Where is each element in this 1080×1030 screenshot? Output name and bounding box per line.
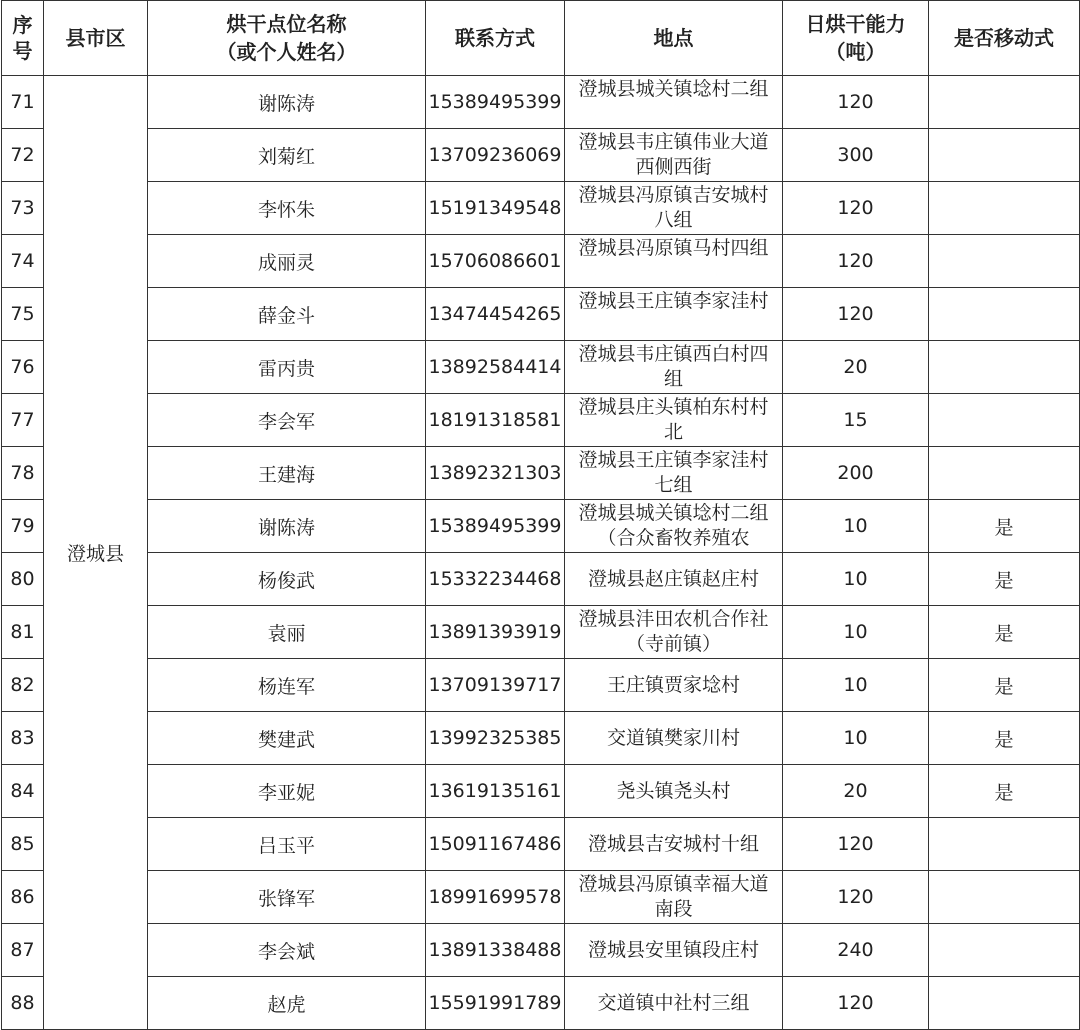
cell-mobile: 是 xyxy=(929,500,1080,553)
cell-location xyxy=(565,765,783,818)
location-text: 澄城县赵庄镇赵庄村 xyxy=(587,567,759,590)
cell-mobile xyxy=(929,924,1080,977)
cell-location xyxy=(565,182,783,235)
cell-mobile xyxy=(929,129,1080,182)
cell-location xyxy=(565,394,783,447)
cell-mobile: 是 xyxy=(929,553,1080,606)
header-phone: 联系方式 xyxy=(426,1,565,76)
header-row xyxy=(2,1,1080,76)
table-row xyxy=(2,871,1080,924)
cell-phone: 15389495399 xyxy=(426,76,565,129)
cell-phone: 13892584414 xyxy=(426,341,565,394)
table-row xyxy=(2,977,1080,1030)
cell-seq: 87 xyxy=(2,924,44,977)
header-name-line2: （或个人姓名） xyxy=(216,40,357,64)
cell-mobile xyxy=(929,76,1080,129)
location-text: 澄城县安里镇段庄村 xyxy=(587,938,759,961)
cell-mobile xyxy=(929,235,1080,288)
header-county: 县市区 xyxy=(44,1,148,76)
location-text: 澄城县冯原镇幸福大道南段 xyxy=(578,873,769,920)
location-text: 澄城县城关镇埝村二组 xyxy=(578,78,769,100)
table-body xyxy=(2,76,1080,1030)
table-row xyxy=(2,500,1080,553)
cell-seq: 84 xyxy=(2,765,44,818)
location-text: 澄城县王庄镇李家洼村七组 xyxy=(578,449,769,496)
cell-name: 杨俊武 xyxy=(148,553,426,606)
cell-seq: 86 xyxy=(2,871,44,924)
cell-location xyxy=(565,288,783,341)
cell-mobile: 是 xyxy=(929,712,1080,765)
cell-mobile xyxy=(929,447,1080,500)
cell-phone: 15332234468 xyxy=(426,553,565,606)
header-capacity-line1: 日烘干能力 xyxy=(805,12,906,36)
location-text: 澄城县冯原镇吉安城村八组 xyxy=(578,184,769,231)
cell-name: 刘菊红 xyxy=(148,129,426,182)
cell-capacity: 200 xyxy=(783,447,929,500)
location-text: 交道镇樊家川村 xyxy=(606,726,740,749)
cell-seq: 75 xyxy=(2,288,44,341)
cell-name: 成丽灵 xyxy=(148,235,426,288)
cell-capacity: 120 xyxy=(783,235,929,288)
cell-capacity: 20 xyxy=(783,341,929,394)
cell-seq: 79 xyxy=(2,500,44,553)
location-text: 澄城县庄头镇柏东村村北 xyxy=(578,396,769,443)
cell-capacity: 20 xyxy=(783,765,929,818)
cell-phone: 15191349548 xyxy=(426,182,565,235)
cell-name: 吕玉平 xyxy=(148,818,426,871)
table-row xyxy=(2,712,1080,765)
table-row xyxy=(2,129,1080,182)
cell-name: 张锋军 xyxy=(148,871,426,924)
location-text: 交道镇中社村三组 xyxy=(597,991,750,1014)
drying-sites-table xyxy=(1,0,1080,1030)
cell-phone: 13892321303 xyxy=(426,447,565,500)
cell-phone: 13474454265 xyxy=(426,288,565,341)
cell-phone: 13891338488 xyxy=(426,924,565,977)
cell-county: 澄城县 xyxy=(44,76,148,1030)
table-row xyxy=(2,924,1080,977)
header-name-line1: 烘干点位名称 xyxy=(226,12,347,36)
cell-seq: 88 xyxy=(2,977,44,1030)
location-text: 澄城县城关镇埝村二组（合众畜牧养殖农 xyxy=(578,502,769,549)
location-text: 王庄镇贾家埝村 xyxy=(606,673,740,696)
cell-capacity: 10 xyxy=(783,553,929,606)
location-text: 澄城县韦庄镇西白村四组 xyxy=(578,343,769,390)
cell-name: 李会军 xyxy=(148,394,426,447)
table-row xyxy=(2,288,1080,341)
cell-location xyxy=(565,924,783,977)
cell-name: 王建海 xyxy=(148,447,426,500)
cell-location xyxy=(565,712,783,765)
cell-location xyxy=(565,871,783,924)
cell-mobile: 是 xyxy=(929,659,1080,712)
cell-seq: 76 xyxy=(2,341,44,394)
cell-name: 赵虎 xyxy=(148,977,426,1030)
table-row xyxy=(2,447,1080,500)
cell-seq: 71 xyxy=(2,76,44,129)
cell-location xyxy=(565,659,783,712)
cell-phone: 13891393919 xyxy=(426,606,565,659)
header-mobile: 是否移动式 xyxy=(929,1,1080,76)
cell-phone: 15706086601 xyxy=(426,235,565,288)
cell-seq: 78 xyxy=(2,447,44,500)
location-text: 澄城县冯原镇马村四组 xyxy=(578,237,769,259)
cell-name: 雷丙贵 xyxy=(148,341,426,394)
cell-seq: 81 xyxy=(2,606,44,659)
cell-name: 袁丽 xyxy=(148,606,426,659)
location-text: 尧头镇尧头村 xyxy=(616,779,731,802)
cell-location xyxy=(565,977,783,1030)
cell-phone: 18991699578 xyxy=(426,871,565,924)
cell-location xyxy=(565,129,783,182)
location-text: 澄城县韦庄镇伟业大道西侧西街 xyxy=(578,131,769,178)
cell-mobile xyxy=(929,818,1080,871)
cell-phone: 18191318581 xyxy=(426,394,565,447)
cell-name: 李会斌 xyxy=(148,924,426,977)
cell-capacity: 120 xyxy=(783,977,929,1030)
cell-name: 薛金斗 xyxy=(148,288,426,341)
cell-name: 杨连军 xyxy=(148,659,426,712)
header-capacity xyxy=(783,1,929,76)
cell-name: 樊建武 xyxy=(148,712,426,765)
cell-mobile: 是 xyxy=(929,765,1080,818)
location-text: 澄城县沣田农机合作社（寺前镇） xyxy=(578,608,769,655)
location-text: 澄城县吉安城村十组 xyxy=(587,832,759,855)
table-row xyxy=(2,818,1080,871)
cell-seq: 80 xyxy=(2,553,44,606)
table-row xyxy=(2,765,1080,818)
cell-location xyxy=(565,341,783,394)
cell-phone: 13709139717 xyxy=(426,659,565,712)
cell-phone: 13992325385 xyxy=(426,712,565,765)
table-row xyxy=(2,235,1080,288)
cell-location xyxy=(565,606,783,659)
cell-location xyxy=(565,447,783,500)
cell-mobile xyxy=(929,977,1080,1030)
cell-seq: 73 xyxy=(2,182,44,235)
cell-capacity: 120 xyxy=(783,871,929,924)
table-row xyxy=(2,606,1080,659)
cell-capacity: 15 xyxy=(783,394,929,447)
table-row xyxy=(2,659,1080,712)
cell-mobile xyxy=(929,288,1080,341)
cell-location xyxy=(565,76,783,129)
cell-mobile xyxy=(929,341,1080,394)
cell-seq: 77 xyxy=(2,394,44,447)
cell-name: 李亚妮 xyxy=(148,765,426,818)
cell-phone: 15389495399 xyxy=(426,500,565,553)
cell-capacity: 120 xyxy=(783,288,929,341)
cell-capacity: 10 xyxy=(783,659,929,712)
header-location: 地点 xyxy=(565,1,783,76)
location-text: 澄城县王庄镇李家洼村 xyxy=(578,290,769,312)
cell-capacity: 120 xyxy=(783,182,929,235)
cell-seq: 82 xyxy=(2,659,44,712)
cell-capacity: 10 xyxy=(783,500,929,553)
cell-mobile: 是 xyxy=(929,606,1080,659)
table-row xyxy=(2,341,1080,394)
cell-capacity: 10 xyxy=(783,606,929,659)
cell-seq: 74 xyxy=(2,235,44,288)
cell-seq: 83 xyxy=(2,712,44,765)
cell-name: 谢陈涛 xyxy=(148,500,426,553)
header-name xyxy=(148,1,426,76)
cell-location xyxy=(565,553,783,606)
cell-seq: 85 xyxy=(2,818,44,871)
cell-name: 谢陈涛 xyxy=(148,76,426,129)
cell-seq: 72 xyxy=(2,129,44,182)
cell-capacity: 120 xyxy=(783,818,929,871)
header-capacity-line2: （吨） xyxy=(825,40,886,64)
cell-capacity: 120 xyxy=(783,76,929,129)
cell-phone: 15591991789 xyxy=(426,977,565,1030)
cell-phone: 15091167486 xyxy=(426,818,565,871)
cell-phone: 13619135161 xyxy=(426,765,565,818)
cell-location xyxy=(565,235,783,288)
table-row xyxy=(2,553,1080,606)
cell-mobile xyxy=(929,871,1080,924)
header-seq: 序号 xyxy=(2,1,44,76)
cell-name: 李怀朱 xyxy=(148,182,426,235)
table-row xyxy=(2,182,1080,235)
cell-phone: 13709236069 xyxy=(426,129,565,182)
table-row xyxy=(2,76,1080,129)
cell-location xyxy=(565,818,783,871)
cell-capacity: 10 xyxy=(783,712,929,765)
cell-mobile xyxy=(929,182,1080,235)
cell-capacity: 300 xyxy=(783,129,929,182)
cell-mobile xyxy=(929,394,1080,447)
cell-location xyxy=(565,500,783,553)
table-row xyxy=(2,394,1080,447)
cell-capacity: 240 xyxy=(783,924,929,977)
